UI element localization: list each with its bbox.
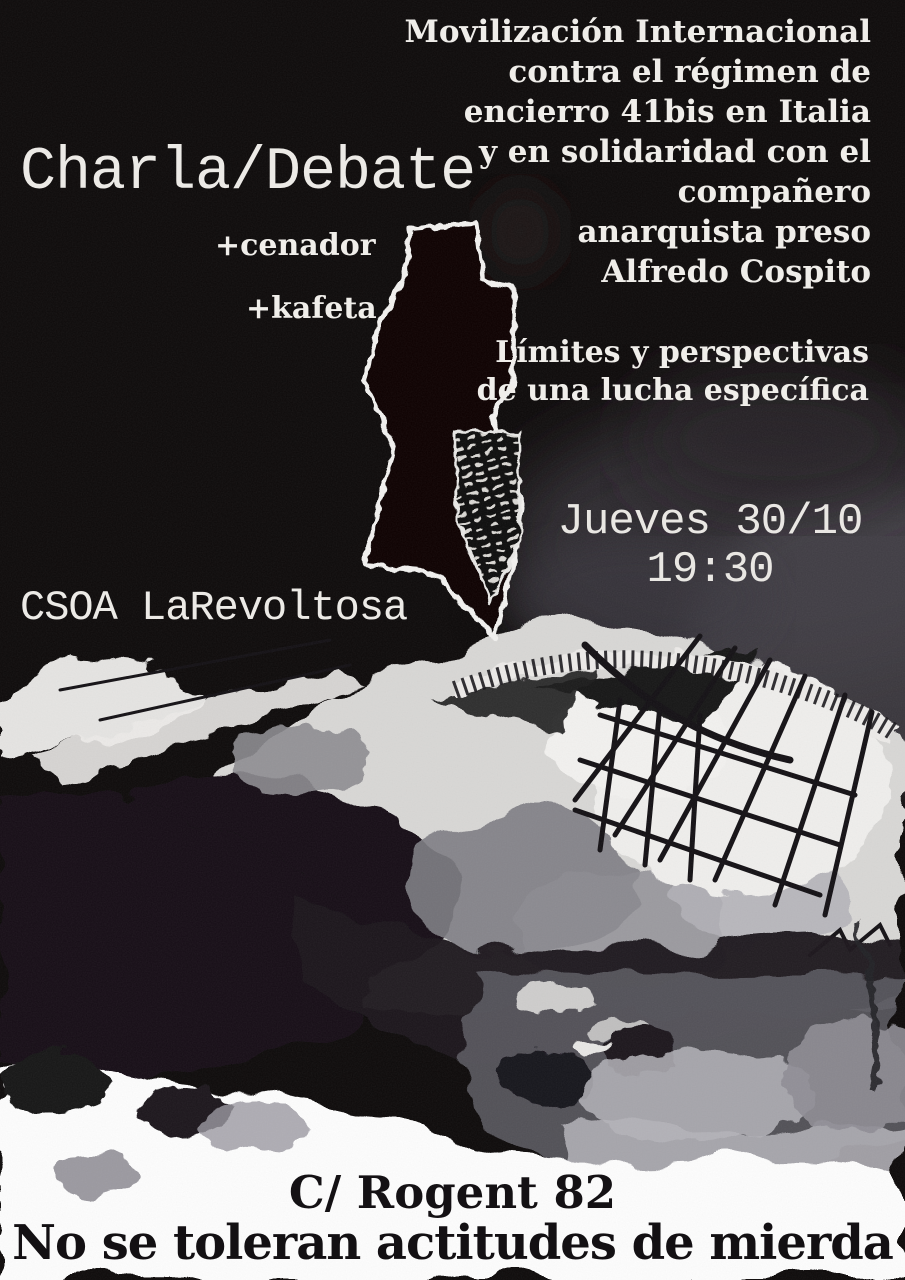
venue-name: CSOA LaRevoltosa <box>20 584 408 632</box>
schedule <box>515 498 905 594</box>
event-time: 19:30 <box>646 545 774 595</box>
extra-kafeta: +kafeta <box>246 291 377 326</box>
mobilization-line: anarquista preso <box>577 214 871 250</box>
mobilization-line: contra el régimen de <box>508 54 871 90</box>
talk-topic-line: Límites y perspectivas <box>495 335 869 370</box>
mobilization-line: encierro 41bis en Italia <box>463 94 871 130</box>
mobilization-line: Alfredo Cospito <box>601 254 871 290</box>
mobilization-line: compañero <box>677 174 871 210</box>
event-date: Jueves 30/10 <box>557 497 863 547</box>
extra-cenador: +cenador <box>215 228 376 263</box>
footer-note: No se toleran actitudes de mierda <box>12 1215 893 1271</box>
street-address: C/ Rogent 82 <box>288 1166 617 1219</box>
event-type-title: Charla/Debate <box>20 139 476 207</box>
mobilization-line: Movilización Internacional <box>404 14 871 50</box>
mobilization-line: y en solidaridad con el <box>478 134 871 170</box>
talk-topic <box>477 334 869 410</box>
talk-topic-line: de una lucha específica <box>476 373 869 408</box>
